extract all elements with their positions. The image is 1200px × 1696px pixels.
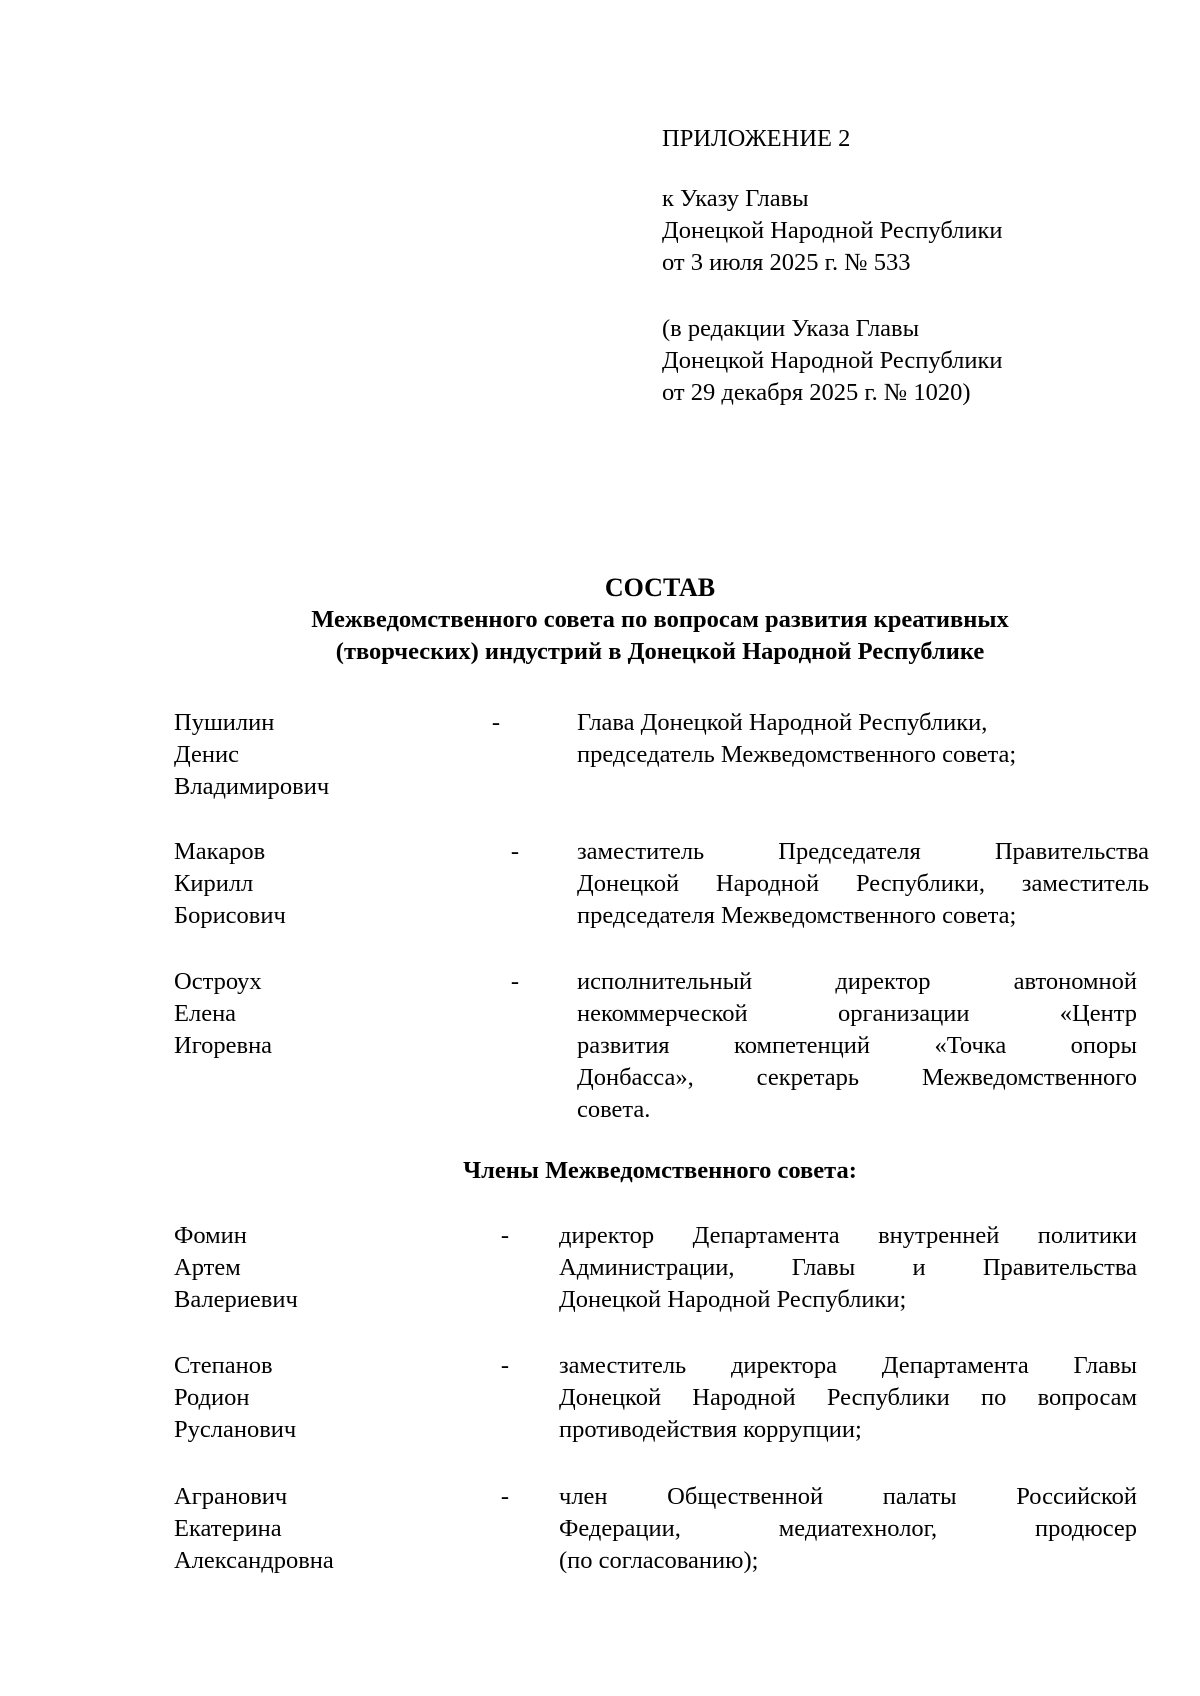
separator-dash: - [510, 838, 520, 865]
member-name: Макаров Кирилл Борисович [174, 838, 286, 929]
members-heading: Члены Межведомственного совета: [463, 1157, 857, 1184]
decree-line: от 3 июля 2025 г. № 533 [662, 249, 911, 276]
amendment-reference [662, 313, 1142, 409]
member-position: директор Департамента внутренней политики Администрации, Главы и Правительства Донецкой Народной Республики; [559, 1222, 1137, 1313]
appendix-title: ПРИЛОЖЕНИЕ 2 [662, 125, 851, 152]
amendment-line: Донецкой Народной Республики [662, 347, 1003, 374]
separator-dash: - [491, 709, 501, 736]
separator-dash: - [500, 1483, 510, 1510]
decree-line: к Указу Главы [662, 185, 809, 212]
member-position: Глава Донецкой Народной Республики, председатель Межведомственного совета; [577, 709, 1017, 768]
separator-dash: - [500, 1222, 510, 1249]
member-name: Пушилин Денис Владимирович [174, 709, 330, 800]
document-title: СОСТАВ [604, 573, 716, 602]
member-name: Остроух Елена Игоревна [174, 968, 273, 1059]
decree-reference [662, 183, 1142, 279]
member-position: заместитель директора Департамента Главы Донецкой Народной Республики по вопросам противодействия коррупции; [559, 1352, 1137, 1443]
separator-dash: - [510, 968, 520, 995]
document-subtitle-line: Межведомственного совета по вопросам развития креативных [311, 606, 1009, 633]
document-heading [0, 572, 1200, 668]
member-name: Агранович Екатерина Александровна [174, 1483, 334, 1574]
appendix-header [662, 123, 1142, 409]
amendment-line: (в редакции Указа Главы [662, 315, 920, 342]
amendment-line: от 29 декабря 2025 г. № 1020) [662, 379, 971, 406]
member-name: Степанов Родион Русланович [174, 1352, 297, 1443]
member-name: Фомин Артем Валериевич [174, 1222, 298, 1313]
document-subtitle-line: (творческих) индустрий в Донецкой Народной Республике [335, 638, 985, 665]
member-position: член Общественной палаты Российской Федерации, медиатехнолог, продюсер (по согласованию); [559, 1483, 1137, 1574]
decree-line: Донецкой Народной Республики [662, 217, 1003, 244]
member-position: исполнительный директор автономной некоммерческой организации «Центр развития компетенций «Точка опоры Донбасса», секретарь Межведомственного совета. [577, 968, 1137, 1123]
member-position: заместитель Председателя Правительства Донецкой Народной Республики, заместитель председателя Межведомственного совета; [577, 838, 1149, 929]
separator-dash: - [500, 1352, 510, 1379]
